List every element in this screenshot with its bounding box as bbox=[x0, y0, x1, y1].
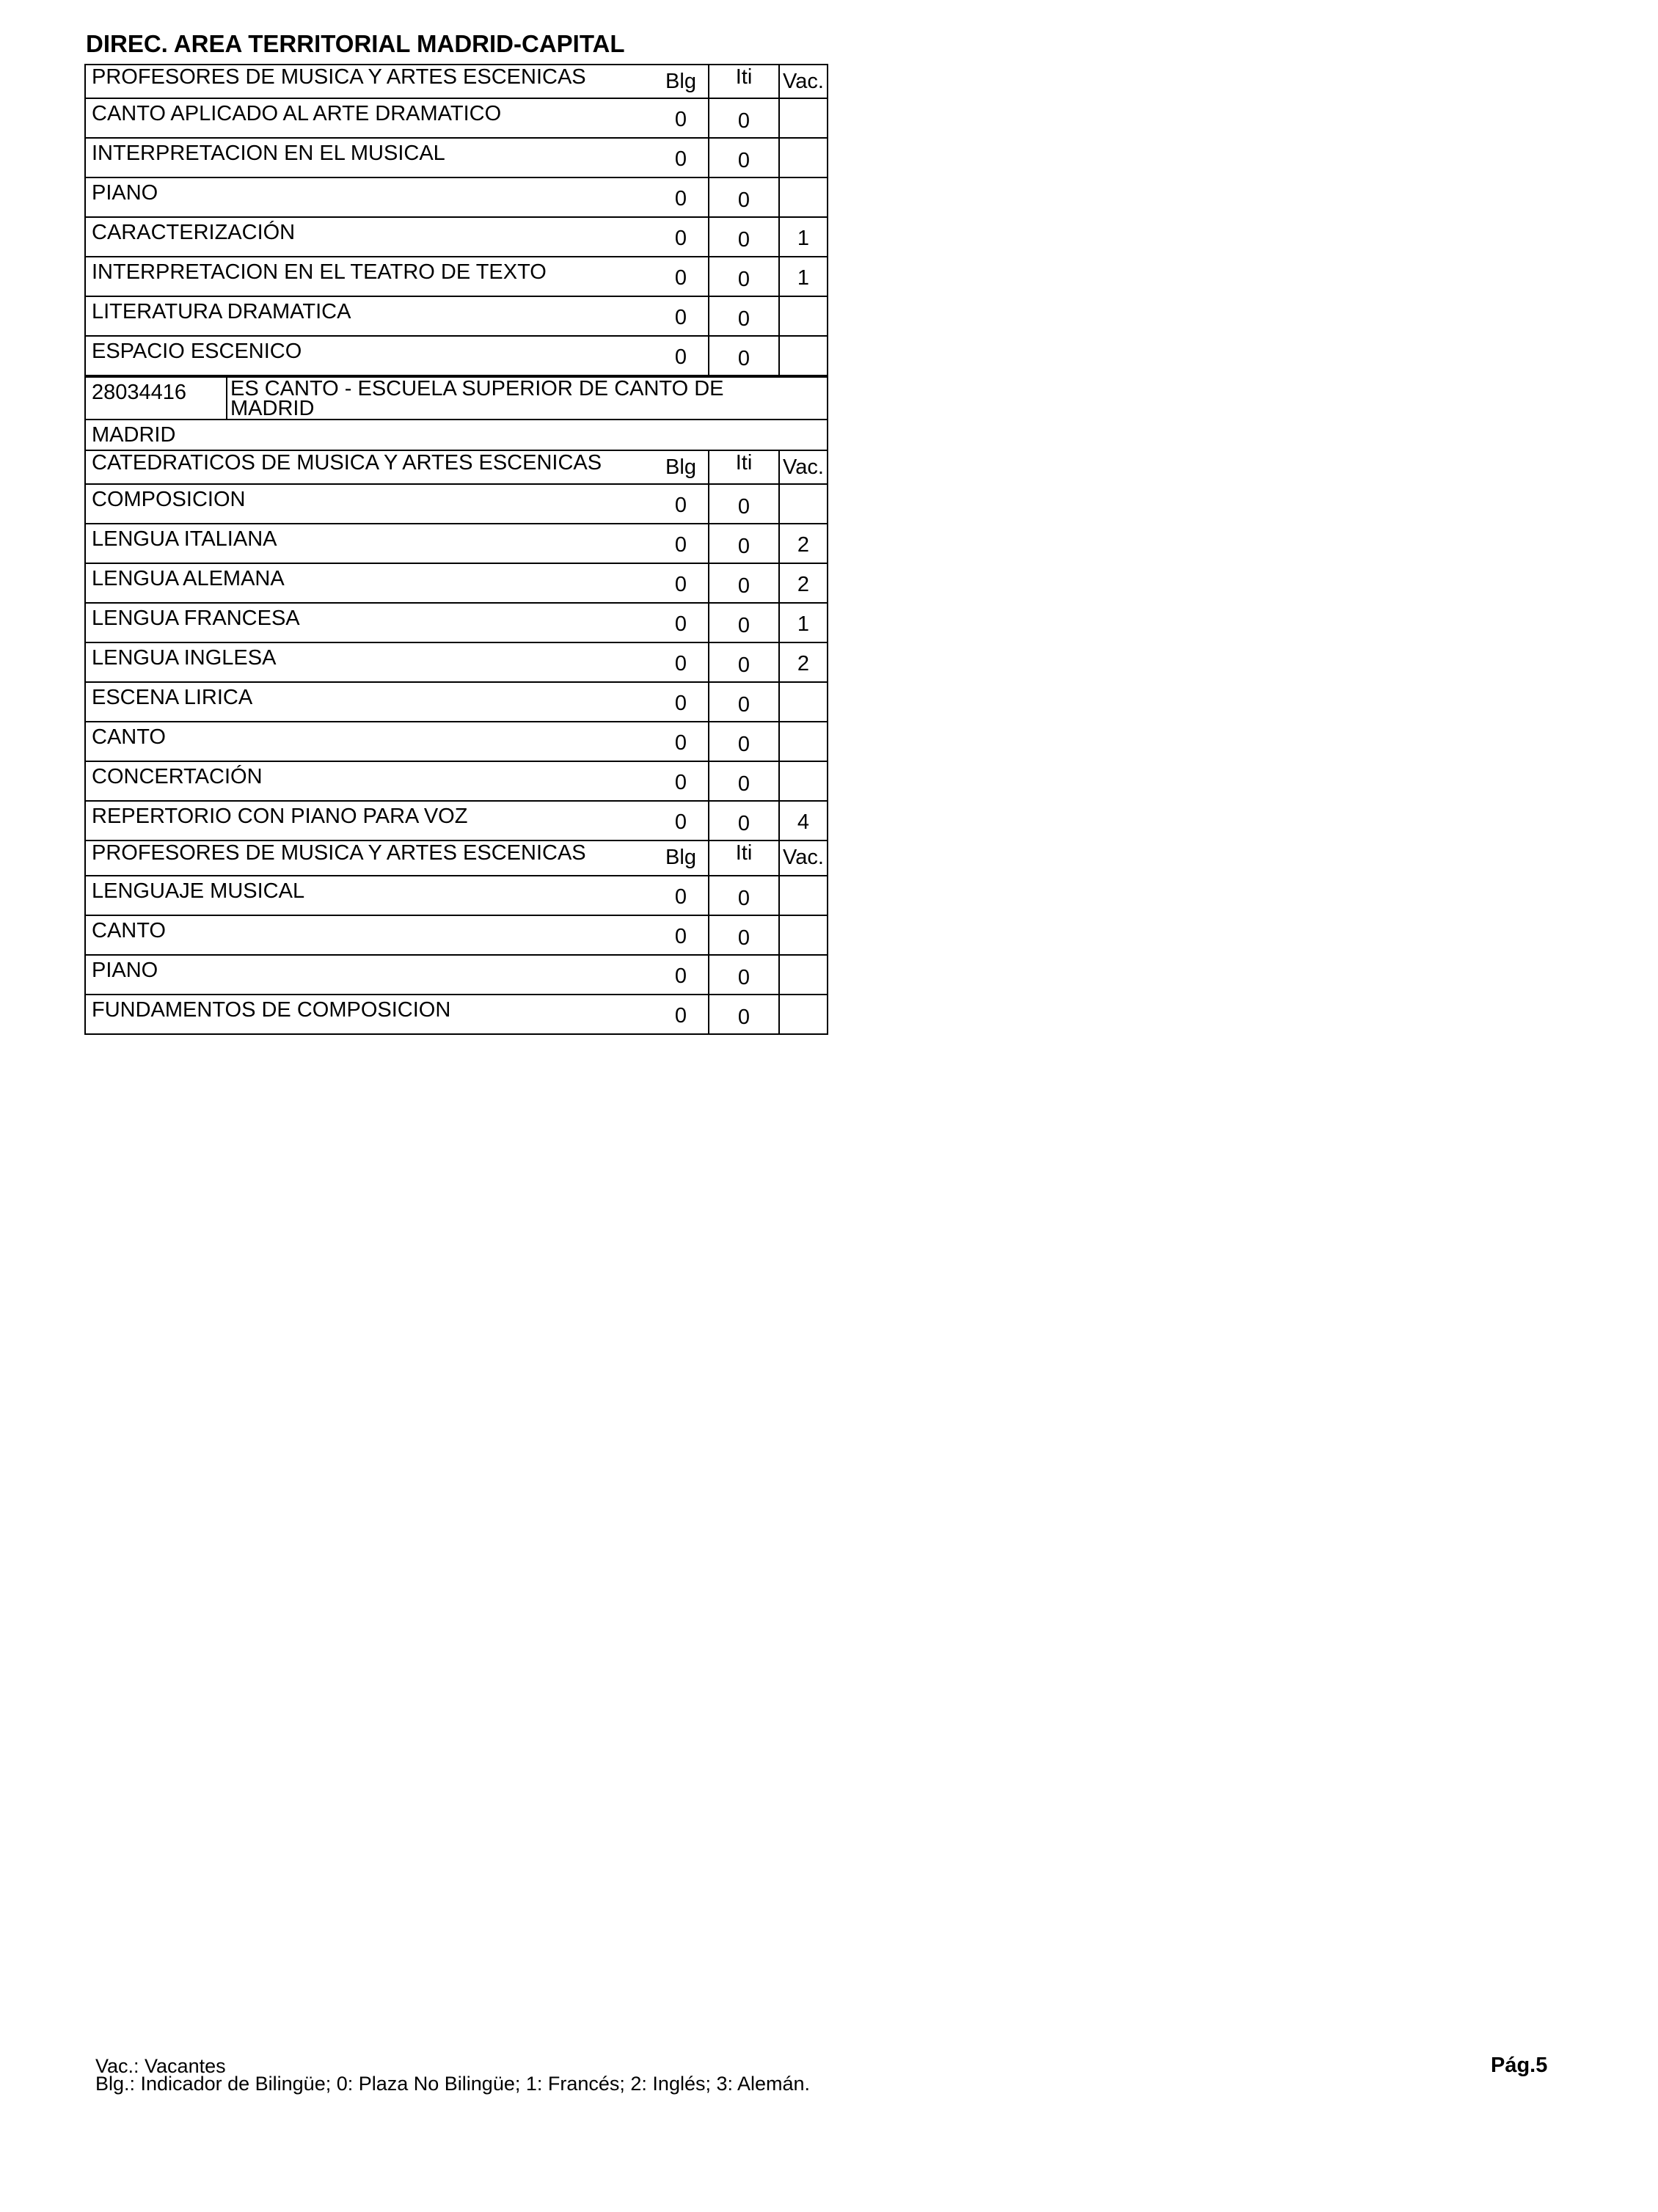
blg-value: 0 bbox=[674, 345, 687, 369]
table-row bbox=[84, 995, 828, 1035]
blg-value: 0 bbox=[674, 885, 687, 909]
table-row bbox=[84, 643, 828, 683]
vac-value: 1 bbox=[778, 257, 827, 296]
vac-value bbox=[778, 297, 827, 335]
iti-value: 0 bbox=[708, 564, 778, 602]
table-row bbox=[84, 876, 828, 916]
table-row bbox=[84, 257, 828, 297]
blg-value: 0 bbox=[674, 573, 687, 596]
iti-value: 0 bbox=[708, 683, 778, 721]
vac-value bbox=[778, 99, 827, 137]
iti-value: 0 bbox=[708, 139, 778, 177]
legend bbox=[95, 2055, 811, 2095]
iti-value: 0 bbox=[708, 337, 778, 375]
center-name: ES CANTO - ESCUELA SUPERIOR DE CANTO DE MADRID bbox=[230, 377, 724, 420]
table-row bbox=[84, 683, 828, 722]
vac-value: 1 bbox=[778, 218, 827, 256]
specialty-name: CANTO bbox=[92, 919, 166, 942]
iti-value: 0 bbox=[708, 485, 778, 523]
table-row bbox=[84, 722, 828, 762]
table-row bbox=[84, 485, 828, 524]
vac-value bbox=[778, 485, 827, 523]
vac-value bbox=[778, 722, 827, 761]
blg-value: 0 bbox=[674, 187, 687, 210]
iti-value: 0 bbox=[708, 178, 778, 216]
specialty-name: PIANO bbox=[92, 181, 158, 205]
iti-value: 0 bbox=[708, 643, 778, 681]
blg-value: 0 bbox=[674, 731, 687, 755]
center-city-row bbox=[84, 420, 828, 450]
specialty-name: LENGUA ITALIANA bbox=[92, 527, 277, 551]
iti-value: 0 bbox=[708, 297, 778, 335]
iti-value: 0 bbox=[708, 257, 778, 296]
table-row bbox=[84, 337, 828, 376]
blg-column-header: Blg bbox=[665, 455, 696, 479]
iti-value: 0 bbox=[708, 916, 778, 954]
blg-value: 0 bbox=[674, 692, 687, 715]
specialty-name: REPERTORIO CON PIANO PARA VOZ bbox=[92, 805, 468, 828]
table-row bbox=[84, 916, 828, 956]
section-header-profesores bbox=[84, 64, 828, 99]
blg-column-header: Blg bbox=[665, 70, 696, 93]
table-row bbox=[84, 178, 828, 218]
section-header-label: PROFESORES DE MUSICA Y ARTES ESCENICAS bbox=[92, 65, 586, 89]
vac-column-header: Vac. bbox=[778, 451, 827, 483]
vac-value: 4 bbox=[778, 802, 827, 840]
specialty-name: INTERPRETACION EN EL MUSICAL bbox=[92, 142, 445, 165]
blg-value: 0 bbox=[674, 266, 687, 290]
blg-value: 0 bbox=[674, 147, 687, 171]
vac-value: 2 bbox=[778, 643, 827, 681]
vac-value bbox=[778, 956, 827, 994]
blg-value: 0 bbox=[674, 533, 687, 557]
vac-value bbox=[778, 876, 827, 915]
vac-value: 2 bbox=[778, 524, 827, 563]
center-row bbox=[84, 376, 828, 420]
page-number: Pág.5 bbox=[1491, 2054, 1548, 2077]
iti-value: 0 bbox=[708, 218, 778, 256]
vacancies-document bbox=[84, 64, 828, 1035]
section-header-profesores bbox=[84, 841, 828, 876]
blg-value: 0 bbox=[674, 964, 687, 988]
blg-value: 0 bbox=[674, 810, 687, 834]
specialty-name: CARACTERIZACIÓN bbox=[92, 221, 296, 244]
table-row bbox=[84, 956, 828, 995]
iti-value: 0 bbox=[708, 762, 778, 800]
vac-value bbox=[778, 683, 827, 721]
specialty-name: LENGUAJE MUSICAL bbox=[92, 879, 305, 903]
blg-column-header: Blg bbox=[665, 846, 696, 869]
table-row bbox=[84, 564, 828, 604]
iti-value: 0 bbox=[708, 604, 778, 642]
specialty-name: INTERPRETACION EN EL TEATRO DE TEXTO bbox=[92, 260, 547, 284]
iti-value: 0 bbox=[708, 876, 778, 915]
specialty-name: ESPACIO ESCENICO bbox=[92, 340, 302, 363]
iti-value: 0 bbox=[708, 524, 778, 563]
vac-column-header: Vac. bbox=[778, 65, 827, 98]
specialty-name: COMPOSICION bbox=[92, 488, 246, 511]
specialty-name: PIANO bbox=[92, 959, 158, 982]
table-row bbox=[84, 802, 828, 841]
section-header-catedraticos bbox=[84, 450, 828, 485]
iti-value: 0 bbox=[708, 956, 778, 994]
page-title: DIREC. AREA TERRITORIAL MADRID-CAPITAL bbox=[86, 30, 625, 57]
iti-value: 0 bbox=[708, 995, 778, 1033]
table-row bbox=[84, 604, 828, 643]
blg-value: 0 bbox=[674, 108, 687, 131]
center-divider bbox=[226, 378, 227, 419]
specialty-name: CANTO APLICADO AL ARTE DRAMATICO bbox=[92, 102, 502, 125]
table-row bbox=[84, 99, 828, 139]
vac-value bbox=[778, 995, 827, 1033]
legend-vacantes: Vac.: Vacantes bbox=[95, 2055, 226, 2077]
vac-value bbox=[778, 178, 827, 216]
blg-value: 0 bbox=[674, 652, 687, 675]
table-row bbox=[84, 524, 828, 564]
center-city: MADRID bbox=[92, 423, 176, 447]
specialty-name: FUNDAMENTOS DE COMPOSICION bbox=[92, 998, 451, 1022]
blg-value: 0 bbox=[674, 1004, 687, 1028]
table-row bbox=[84, 139, 828, 178]
blg-value: 0 bbox=[674, 771, 687, 794]
blg-value: 0 bbox=[674, 612, 687, 636]
table-row bbox=[84, 297, 828, 337]
specialty-name: ESCENA LIRICA bbox=[92, 686, 253, 709]
iti-value: 0 bbox=[708, 99, 778, 137]
specialty-name: LENGUA INGLESA bbox=[92, 646, 277, 670]
vac-value bbox=[778, 762, 827, 800]
section-header-label: CATEDRATICOS DE MUSICA Y ARTES ESCENICAS bbox=[92, 451, 602, 475]
vac-value: 1 bbox=[778, 604, 827, 642]
specialty-name: LENGUA FRANCESA bbox=[92, 607, 300, 630]
specialty-name: CONCERTACIÓN bbox=[92, 765, 263, 788]
vac-column-header: Vac. bbox=[778, 841, 827, 875]
vac-value bbox=[778, 337, 827, 375]
section-header-label: PROFESORES DE MUSICA Y ARTES ESCENICAS bbox=[92, 841, 586, 865]
blg-value: 0 bbox=[674, 306, 687, 329]
vac-value bbox=[778, 916, 827, 954]
specialty-name: LITERATURA DRAMATICA bbox=[92, 300, 351, 323]
center-code: 28034416 bbox=[92, 381, 187, 404]
blg-value: 0 bbox=[674, 925, 687, 948]
iti-value: 0 bbox=[708, 722, 778, 761]
iti-column-header: Iti bbox=[708, 451, 778, 483]
blg-value: 0 bbox=[674, 227, 687, 250]
blg-value: 0 bbox=[674, 494, 687, 517]
table-row bbox=[84, 218, 828, 257]
iti-column-header: Iti bbox=[708, 65, 778, 98]
iti-column-header: Iti bbox=[708, 841, 778, 875]
vac-value: 2 bbox=[778, 564, 827, 602]
specialty-name: CANTO bbox=[92, 725, 166, 749]
specialty-name: LENGUA ALEMANA bbox=[92, 567, 285, 590]
table-row bbox=[84, 762, 828, 802]
iti-value: 0 bbox=[708, 802, 778, 840]
vac-value bbox=[778, 139, 827, 177]
legend-bilingue: Blg.: Indicador de Bilingüe; 0: Plaza No Bilingüe; 1: Francés; 2: Inglés; 3: Alemán. bbox=[95, 2073, 811, 2095]
